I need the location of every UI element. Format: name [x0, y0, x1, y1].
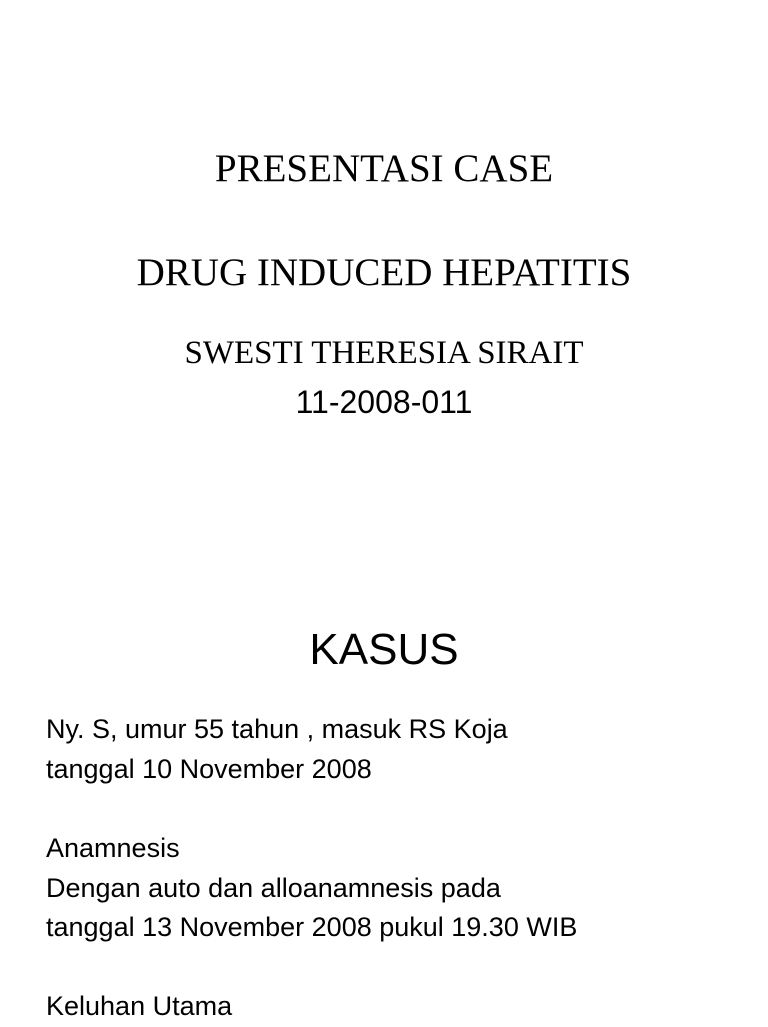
author-name: SWESTI THERESIA SIRAIT	[184, 335, 584, 371]
section-heading-kasus: KASUS	[309, 625, 459, 674]
anamnesis-line: Dengan auto dan alloanamnesis pada	[46, 872, 501, 903]
patient-info-line: tanggal 10 November 2008	[46, 753, 372, 784]
anamnesis-heading: Anamnesis	[46, 833, 180, 863]
presentation-title: PRESENTASI CASE	[214, 147, 554, 190]
chief-complaint-section	[46, 987, 746, 1027]
case-title: DRUG INDUCED HEPATITIS	[136, 251, 632, 294]
patient-info	[46, 710, 746, 789]
chief-complaint-heading: Keluhan Utama	[46, 991, 233, 1021]
patient-info-line: Ny. S, umur 55 tahun , masuk RS Koja	[46, 714, 508, 744]
anamnesis-section	[46, 829, 746, 948]
anamnesis-line: tanggal 13 November 2008 pukul 19.30 WIB	[46, 912, 578, 942]
student-id: 11-2008-011	[295, 384, 473, 420]
